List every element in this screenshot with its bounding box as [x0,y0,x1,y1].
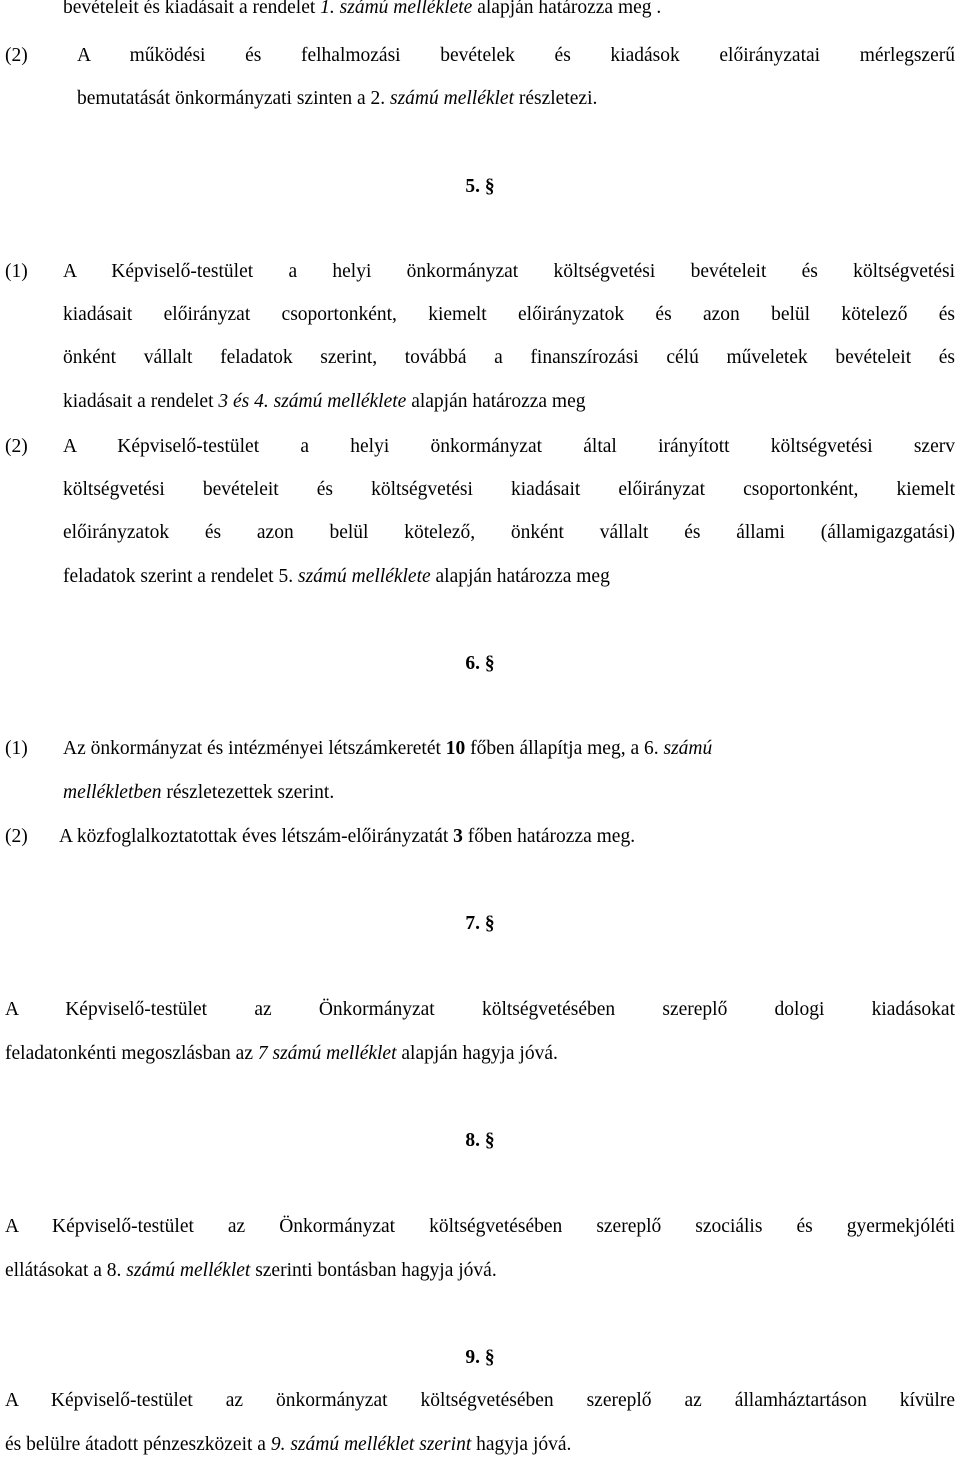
intro-p2-line-2: bemutatását önkormányzati szinten a 2. számú melléklet részletezi. [77,88,598,109]
s5-p2-line-1: A Képviselő-testület a helyi önkormányzat által irányított költségvetési szerv [63,436,955,457]
section-sign-icon: § [484,1130,495,1151]
intro-line-1: bevételeit és kiadásait a rendelet 1. számú melléklete alapján határozza meg . [63,0,662,18]
s5-p1-line-3: önként vállalt feladatok szerint, továbbá a finanszírozási célú műveletek bevételeit és [63,347,955,368]
section-heading-6: 6. § [465,653,495,674]
s9-line-2: és belülre átadott pénzeszközeit a 9. számú melléklet szerint hagyja jóvá. [5,1434,572,1455]
section-heading-8: 8. § [465,1130,495,1151]
paragraph-number: (2) [5,436,28,457]
intro-p2-line-1: A működési és felhalmozási bevételek és kiadások előirányzatai mérlegszerű [77,45,955,66]
s9-line-1: A Képviselő-testület az önkormányzat költségvetésében szereplő az államháztartáson kívülre [5,1390,955,1411]
section-sign-icon: § [484,176,495,197]
s8-line-2: ellátásokat a 8. számú melléklet szerinti bontásban hagyja jóvá. [5,1260,497,1281]
s5-p2-line-2: költségvetési bevételeit és költségvetési kiadásait előirányzat csoportonként, kiemelt [63,479,955,500]
paragraph-number: (2) [5,826,28,847]
section-sign-icon: § [484,653,495,674]
s7-line-1: A Képviselő-testület az Önkormányzat költségvetésében szereplő dologi kiadásokat [5,999,955,1020]
section-heading-5: 5. § [465,176,495,197]
paragraph-number: (2) [5,45,28,66]
section-sign-icon: § [484,1347,495,1368]
s7-line-2: feladatonkénti megoszlásban az 7 számú melléklet alapján hagyja jóvá. [5,1043,558,1064]
paragraph-number: (1) [5,738,28,759]
s8-line-1: A Képviselő-testület az Önkormányzat költségvetésében szereplő szociális és gyermekjóléti [5,1216,955,1237]
section-sign-icon: § [484,913,495,934]
s5-p1-line-4: kiadásait a rendelet 3 és 4. számú melléklete alapján határozza meg [63,391,586,412]
s6-p2-line-1: A közfoglalkoztatottak éves létszám-előirányzatát 3 főben határozza meg. [59,826,636,847]
section-heading-7: 7. § [465,913,495,934]
s5-p2-line-4: feladatok szerint a rendelet 5. számú melléklete alapján határozza meg [63,566,610,587]
s5-p1-line-2: kiadásait előirányzat csoportonként, kiemelt előirányzatok és azon belül kötelező és [63,304,955,325]
s6-p1-line-1: Az önkormányzat és intézményei létszámkeretét 10 főben állapítja meg, a 6. számú [63,738,713,759]
paragraph-number: (1) [5,261,28,282]
s5-p1-line-1: A Képviselő-testület a helyi önkormányzat költségvetési bevételeit és költségvetési [63,261,955,282]
s6-p1-line-2: mellékletben részletezettek szerint. [63,782,335,803]
s5-p2-line-3: előirányzatok és azon belül kötelező, önként vállalt és állami (államigazgatási) [63,522,955,543]
section-heading-9: 9. § [465,1347,495,1368]
